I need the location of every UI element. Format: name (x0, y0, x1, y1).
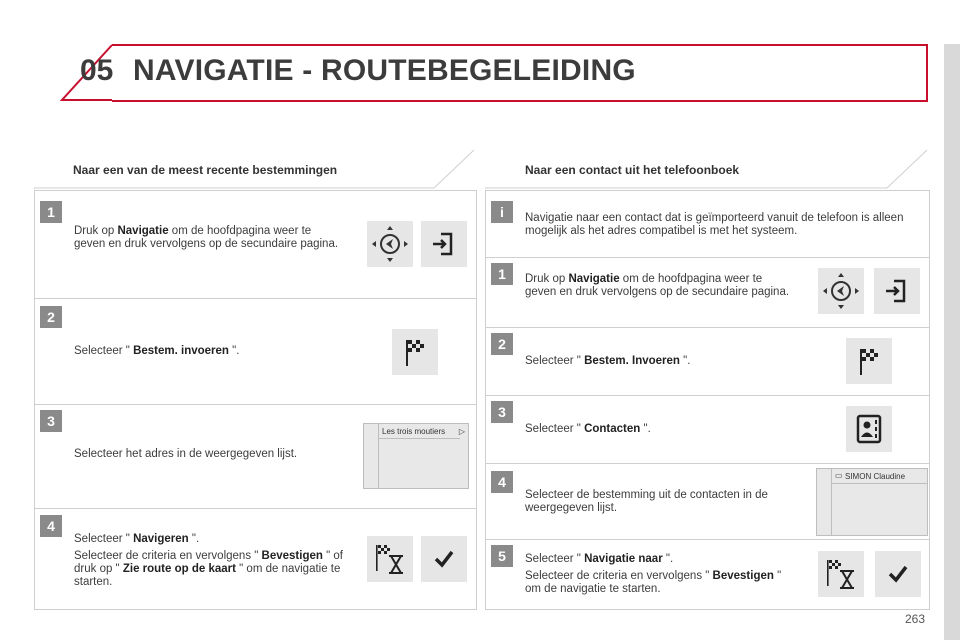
checkered-flag-icon (392, 329, 438, 375)
right-step-2-text: Selecteer " Bestem. Invoeren ". (525, 355, 691, 367)
contacts-icon (846, 406, 892, 452)
list-item-label: Les trois moutiers (382, 427, 446, 436)
step-badge: 1 (491, 263, 513, 285)
checkered-flag-icon (846, 338, 892, 384)
left-step-2 (35, 298, 476, 405)
chapter-number: 05 (80, 54, 114, 87)
right-column (485, 190, 930, 610)
left-heading-frame (34, 148, 475, 190)
list-item-label: SIMON Claudine (845, 472, 906, 481)
right-step-5-line2: Selecteer de criteria en vervolgens " Bevestigen " om de navigatie te starten. (525, 570, 782, 595)
page-title: NAVIGATIE - ROUTEBEGELEIDING (133, 54, 636, 87)
right-step-4-text: Selecteer de bestemming uit de contacten in de weergegeven lijst. (525, 489, 768, 514)
right-heading-frame (485, 148, 928, 190)
list-arrow-icon: ▷ (458, 427, 465, 436)
right-step-2 (486, 327, 929, 396)
left-step-4-line2: Selecteer de criteria en vervolgens " Bevestigen " of druk op " Zie route op de kaart " om de navigatie te starten. (74, 550, 343, 588)
right-step-1-text: Druk op Navigatie om de hoofdpagina weer te geven en druk vervolgens op de secundaire pagina. (525, 273, 790, 298)
nav-joystick-icon (367, 221, 413, 267)
step-badge: 3 (40, 410, 62, 432)
checkmark-icon (421, 536, 467, 582)
left-section-heading: Naar een van de meest recente bestemmingen (73, 163, 338, 177)
page-number: 263 (905, 612, 926, 626)
step-badge: 5 (491, 545, 513, 567)
right-step-1 (486, 257, 929, 328)
info-badge: i (491, 201, 513, 223)
list-scrollbar (817, 469, 832, 535)
header-bottom-line (112, 100, 928, 102)
nav-joystick-icon (818, 268, 864, 314)
step-badge: 1 (40, 201, 62, 223)
left-step-3 (35, 404, 476, 509)
checkmark-icon (875, 551, 921, 597)
left-step-2-text: Selecteer " Bestem. invoeren ". (74, 345, 240, 357)
right-section-heading: Naar een contact uit het telefoonboek (525, 163, 740, 177)
step-badge: 4 (40, 515, 62, 537)
left-step-3-text: Selecteer het adres in de weergegeven lijst. (74, 448, 298, 460)
contacts-list-screen (816, 468, 928, 536)
step-badge: 2 (40, 306, 62, 328)
right-info (486, 191, 929, 258)
secondary-page-icon (874, 268, 920, 314)
secondary-page-icon (421, 221, 467, 267)
list-scrollbar (364, 424, 379, 488)
header-right-line (926, 44, 928, 102)
left-step-4 (35, 508, 476, 608)
right-step-3-text: Selecteer " Contacten ". (525, 423, 651, 435)
right-step-5-line1: Selecteer " Navigatie naar ". (525, 553, 674, 565)
page-edge-bar (944, 44, 960, 640)
step-badge: 3 (491, 401, 513, 423)
header-top-line (112, 44, 928, 46)
flag-hourglass-icon (818, 551, 864, 597)
contact-card-icon: ▭ (835, 471, 843, 480)
address-list-screen (363, 423, 469, 489)
list-divider (378, 438, 460, 439)
left-step-4-line1: Selecteer " Navigeren ". (74, 533, 200, 545)
left-step-1 (35, 191, 476, 299)
left-step-1-text: Druk op Navigatie om de hoofdpagina weer te geven en druk vervolgens op de secundaire pagina. (74, 225, 339, 250)
flag-hourglass-icon (367, 536, 413, 582)
right-info-text: Navigatie naar een contact dat is geïmporteerd vanuit de telefoon is alleen mogelijk als het adres compatibel is met het systeem. (525, 212, 904, 237)
step-badge: 4 (491, 471, 513, 493)
list-divider (831, 483, 927, 484)
right-step-5 (486, 539, 929, 608)
left-column (34, 190, 477, 610)
right-step-3 (486, 395, 929, 464)
right-step-4 (486, 463, 929, 540)
step-badge: 2 (491, 333, 513, 355)
